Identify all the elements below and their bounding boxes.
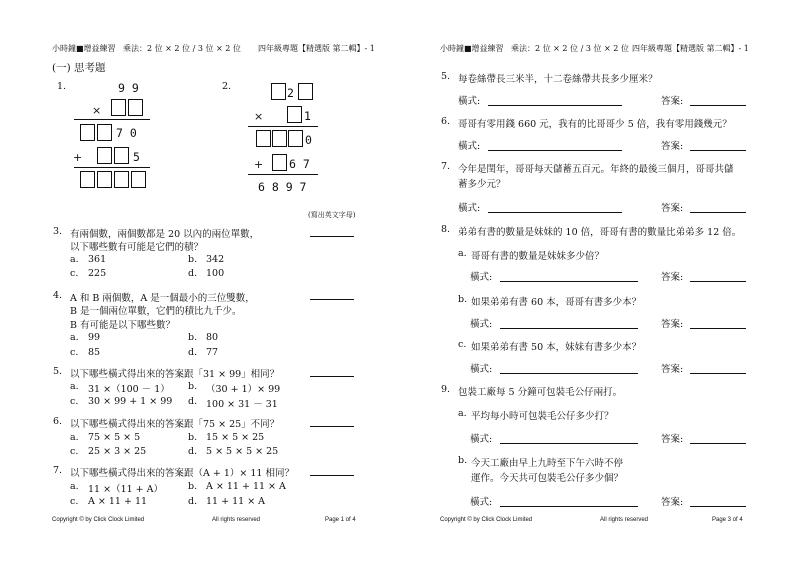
mc-option-letter: c.: [70, 268, 79, 279]
q2-blank-box[interactable]: [287, 106, 302, 123]
q2-blank-box[interactable]: [256, 130, 271, 147]
mc-q5-answer-blank[interactable]: [310, 376, 354, 377]
q1-blank-box[interactable]: [97, 171, 112, 188]
mc-q3-line: 以下哪些數有可能是它們的積？: [70, 242, 204, 253]
formula-blank[interactable]: [500, 373, 638, 374]
mc-option-text: 100: [206, 268, 225, 279]
mc-q5-line: 以下哪些橫式得出來的答案跟「31 × 99」相同？: [70, 369, 280, 380]
mc-q5-number: 5.: [53, 366, 63, 377]
formula-blank[interactable]: [488, 150, 622, 151]
formula-label: 橫式:: [470, 364, 493, 375]
footer-page-number: Page 3 of 4: [712, 517, 743, 523]
q7-number: 7.: [441, 161, 451, 172]
mc-option-text: 75 × 5 × 5: [88, 432, 141, 443]
q2-blank-box[interactable]: [288, 130, 303, 147]
mc-q4-line: B 是一個兩位單數，它們的積比九千少。: [70, 306, 242, 317]
q1-blank-box[interactable]: [111, 99, 126, 116]
mc-q3-number: 3.: [53, 226, 63, 237]
q2-blank-box[interactable]: [298, 83, 313, 100]
q2-blank-box[interactable]: [272, 154, 287, 171]
q2-multiplier-digit: 1: [304, 109, 311, 123]
formula-label: 橫式:: [458, 203, 481, 214]
mc-option-letter: c.: [70, 347, 79, 358]
mc-option-letter: d.: [188, 347, 198, 358]
mc-option-letter: b.: [188, 381, 198, 392]
q7-line: 蓄多少元？: [458, 179, 506, 190]
mc-q4-answer-blank[interactable]: [310, 299, 354, 300]
answer-label: 答案:: [661, 319, 684, 330]
mc-q6-answer-blank[interactable]: [310, 426, 354, 427]
q1-divider: [74, 119, 150, 120]
q1-blank-box[interactable]: [114, 147, 129, 164]
mc-q4-line: B 有可能是以下哪些數？: [70, 320, 176, 331]
q8-number: 8.: [441, 224, 451, 235]
footer-rights: All rights reserved: [212, 517, 261, 523]
q8c-text: 如果弟弟有書 50 本，妹妹有書多少本？: [471, 342, 642, 353]
q2-blank-box[interactable]: [272, 130, 287, 147]
q9-number: 9.: [441, 384, 451, 395]
mc-q4-number: 4.: [53, 290, 63, 301]
q2-note: (寫出英文字母): [308, 211, 356, 219]
mc-option-text: 77: [206, 347, 219, 358]
q9a-letter: a.: [458, 408, 467, 419]
q2-times-sign: ×: [254, 110, 264, 123]
mc-option-text: A × 11 + 11: [88, 496, 148, 507]
mc-option-text: 85: [88, 347, 101, 358]
mc-option-letter: a.: [70, 381, 79, 392]
answer-blank[interactable]: [690, 443, 746, 444]
mc-option-text: 11 + 11 × A: [206, 496, 266, 507]
answer-blank[interactable]: [690, 328, 746, 329]
mc-option-letter: b.: [188, 254, 198, 265]
mc-option-letter: a.: [70, 254, 79, 265]
formula-label: 橫式:: [470, 319, 493, 330]
q2-top-digit: 2: [287, 86, 294, 100]
answer-blank[interactable]: [690, 506, 746, 507]
answer-label: 答案:: [661, 96, 684, 107]
answer-label: 答案:: [661, 364, 684, 375]
answer-blank[interactable]: [690, 373, 746, 374]
mc-q7-line: 以下哪些橫式得出來的答案跟（A + 1）× 11 相同？: [70, 468, 294, 479]
answer-label: 答案:: [661, 203, 684, 214]
answer-blank[interactable]: [690, 281, 746, 282]
answer-label: 答案:: [661, 434, 684, 445]
header-topic: 乘法：2 位 × 2 位 / 3 位 × 2 位: [123, 44, 241, 53]
q5-text: 每卷絲帶長三米半，十二卷絲帶共長多少厘米？: [458, 74, 658, 85]
formula-blank[interactable]: [500, 281, 638, 282]
formula-label: 橫式:: [458, 96, 481, 107]
mc-q6-number: 6.: [53, 416, 63, 427]
formula-label: 橫式:: [470, 497, 493, 508]
mc-option-letter: c.: [70, 396, 79, 407]
answer-blank[interactable]: [690, 150, 746, 151]
mc-option-letter: d.: [188, 396, 198, 407]
q1-divider: [74, 167, 150, 168]
q2-divider: [248, 126, 318, 127]
answer-label: 答案:: [661, 272, 684, 283]
q9-text: 包裝工廠每 5 分鐘可包裝毛公仔兩打。: [458, 387, 623, 398]
mc-option-letter: c.: [70, 446, 79, 457]
mc-option-letter: c.: [70, 496, 79, 507]
mc-option-text: 80: [206, 332, 219, 343]
mc-q7-answer-blank[interactable]: [310, 475, 354, 476]
answer-blank[interactable]: [690, 105, 746, 106]
mc-option-text: 100 × 31 － 31: [206, 399, 278, 410]
q1-blank-box[interactable]: [128, 99, 143, 116]
q8c-letter: c.: [458, 339, 467, 350]
mc-option-text: （30 + 1）× 99: [206, 384, 281, 395]
q1-blank-box[interactable]: [80, 171, 95, 188]
mc-option-text: 361: [88, 254, 107, 265]
mc-option-text: A × 11 + 11 × A: [206, 481, 286, 492]
footer-copyright: Copyright © by Click Clock Limited: [440, 517, 533, 523]
answer-blank[interactable]: [690, 212, 746, 213]
q5-number: 5.: [441, 71, 451, 82]
footer-page-number: Page 1 of 4: [325, 517, 356, 523]
formula-blank[interactable]: [488, 212, 622, 213]
answer-label: 答案:: [661, 497, 684, 508]
q1-blank-box[interactable]: [131, 171, 146, 188]
formula-blank[interactable]: [500, 443, 638, 444]
answer-label: 答案:: [661, 141, 684, 152]
mc-q3-line: 有兩個數，兩個數都是 20 以內的兩位單數，: [70, 229, 260, 240]
footer-copyright: Copyright © by Click Clock Limited: [52, 517, 145, 523]
mc-option-text: 342: [206, 254, 225, 265]
q2-partial1-digit: 0: [305, 133, 312, 147]
q8b-letter: b.: [458, 294, 468, 305]
q1-number: 1.: [57, 81, 67, 92]
q8a-text: 哥哥有書的數量是妹妹多少倍？: [471, 251, 605, 262]
q8-text: 弟弟有書的數量是妹妹的 10 倍，哥哥有書的數量比弟弟多 12 倍。: [458, 227, 742, 238]
formula-blank[interactable]: [500, 328, 638, 329]
q1-multiplicand: 9 9: [118, 81, 139, 95]
mc-q4-line: A 和 B 兩個數，A 是一個最小的三位雙數，: [70, 293, 255, 304]
mc-option-text: 30 × 99 + 1 × 99: [88, 396, 173, 407]
mc-option-letter: a.: [70, 432, 79, 443]
mc-option-text: 225: [88, 268, 107, 279]
header-series: 四年級專題【精選版 第二輯】- 1: [258, 44, 375, 53]
mc-q7-number: 7.: [53, 465, 63, 476]
q2-plus-sign: +: [254, 158, 264, 171]
mc-option-text: 11 ×（11 + A）: [88, 484, 164, 495]
mc-option-letter: d.: [188, 496, 198, 507]
formula-label: 橫式:: [470, 434, 493, 445]
q2-result: 6 8 9 7: [258, 180, 307, 194]
mc-option-text: 15 × 5 × 25: [206, 432, 265, 443]
mc-option-text: 99: [88, 332, 101, 343]
q1-times-sign: ×: [92, 104, 102, 117]
mc-option-letter: a.: [70, 481, 79, 492]
mc-q6-line: 以下哪些橫式得出來的答案跟「75 × 25」不同？: [70, 419, 280, 430]
q6-text: 哥哥有零用錢 660 元，我有的比哥哥少 5 倍，我有零用錢幾元？: [458, 119, 732, 130]
mc-option-letter: a.: [70, 332, 79, 343]
header-series: 四年級專題【精選版 第二輯】- 1: [632, 44, 749, 53]
q1-plus-sign: +: [73, 151, 83, 164]
q1-blank-box[interactable]: [114, 171, 129, 188]
mc-option-text: 25 × 3 × 25: [88, 446, 147, 457]
q2-blank-box[interactable]: [271, 83, 286, 100]
q2-divider: [248, 174, 318, 175]
formula-blank[interactable]: [500, 506, 638, 507]
q8b-text: 如果弟弟有書 60 本，哥哥有書多少本？: [471, 297, 642, 308]
q9b-line: 運作。今天共可包裝毛公仔多少個？: [471, 473, 624, 484]
mc-option-letter: d.: [188, 446, 198, 457]
q9a-text: 平均每小時可包裝毛公仔多少打？: [471, 411, 614, 422]
mc-q3-answer-blank[interactable]: [310, 236, 354, 237]
q2-number: 2.: [222, 81, 232, 92]
mc-option-text: 31 ×（100 － 1）: [88, 384, 170, 395]
q9b-letter: b.: [458, 455, 468, 466]
q1-blank-box[interactable]: [97, 124, 112, 141]
formula-label: 橫式:: [458, 141, 481, 152]
formula-blank[interactable]: [488, 105, 622, 106]
q9b-line: 今天工廠由早上九時至下午六時不停: [471, 458, 624, 469]
footer-rights: All rights reserved: [600, 517, 649, 523]
formula-label: 橫式:: [470, 272, 493, 283]
q8a-letter: a.: [458, 248, 467, 259]
header-topic: 乘法：2 位 × 2 位 / 3 位 × 2 位: [511, 44, 629, 53]
q6-number: 6.: [441, 116, 451, 127]
mc-option-letter: b.: [188, 481, 198, 492]
section-title: (一) 思考題: [52, 62, 106, 74]
q7-line: 今年是閏年，哥哥每天儲蓄五百元。年終的最後三個月，哥哥共儲: [458, 164, 734, 175]
q1-partial2-digit: 5: [133, 150, 140, 164]
q1-partial1-digits: 7 0: [116, 126, 137, 140]
header-title: 小時鐘■增益練習: [440, 44, 504, 53]
q1-blank-box[interactable]: [80, 124, 95, 141]
q1-blank-box[interactable]: [97, 147, 112, 164]
mc-option-letter: b.: [188, 432, 198, 443]
q2-partial2-digits: 6 7: [289, 157, 310, 171]
mc-option-letter: d.: [188, 268, 198, 279]
mc-option-text: 5 × 5 × 5 × 25: [206, 446, 279, 457]
mc-option-letter: b.: [188, 332, 198, 343]
header-title: 小時鐘■增益練習: [52, 44, 116, 53]
